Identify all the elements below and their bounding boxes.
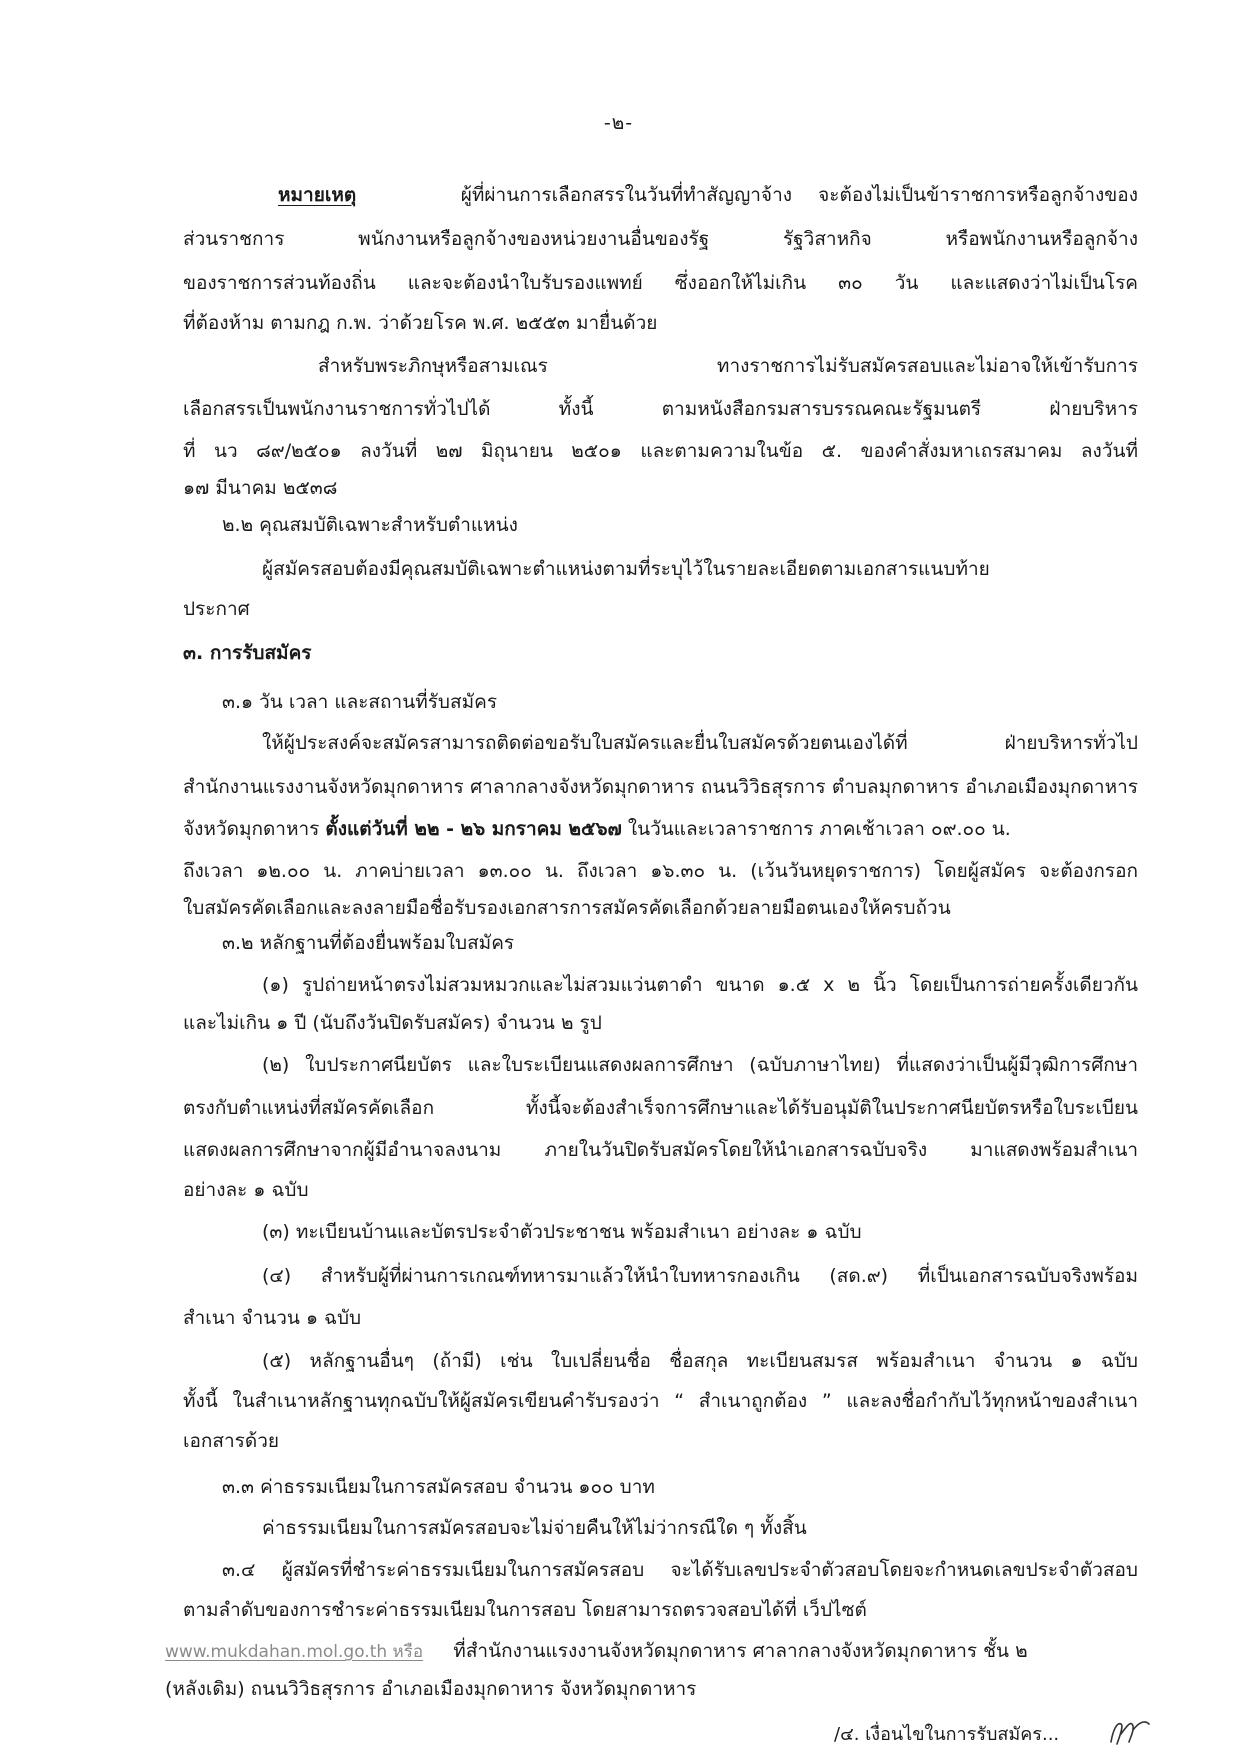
s34-line-4: (หลังเดิม) ถนนวิวิธสุรการ อำเภอเมืองมุกดาหาร จังหวัดมุกดาหาร [165,1678,697,1700]
s34-line-1: ๓.๔ ผู้สมัครที่ชำระค่าธรรมเนียมในการสมัครสอบ จะได้รับเลขประจำตัวสอบโดยจะกำหนดเลขประจำตัวสอบ [222,1559,1138,1581]
note-line-3: ของราชการส่วนท้องถิ่น และจะต้องนำใบรับรองแพทย์ ซึ่งออกให้ไม่เกิน ๓๐ วัน และแสดงว่าไม่เป็นโรค [183,272,1138,294]
signature-initials [1103,1712,1153,1752]
monk-line-2: เลือกสรรเป็นพนักงานราชการทั่วไปได้ ทั้งนี้ ตามหนังสือกรมสารบรรณคณะรัฐมนตรี ฝ่ายบริหาร [183,398,1138,420]
page-number: -๒- [603,112,634,134]
s31-line-4: ถึงเวลา ๑๒.๐๐ น. ภาคบ่ายเวลา ๑๓.๐๐ น. ถึงเวลา ๑๖.๓๐ น. (เว้นวันหยุดราชการ) โดยผู้สมัคร จะต้องกรอก [183,860,1138,882]
section-3-2-heading: ๓.๒ หลักฐานที่ต้องยื่นพร้อมใบสมัคร [222,932,515,954]
s32-item-2-line-3: แสดงผลการศึกษาจากผู้มีอำนาจลงนาม ภายในวันปิดรับสมัครโดยให้นำเอกสารฉบับจริง มาแสดงพร้อมสำเนา [183,1139,1138,1161]
s31-line-5: ใบสมัครคัดเลือกและลงลายมือชื่อรับรองเอกสารการสมัครคัดเลือกด้วยลายมือตนเองให้ครบถ้วน [183,897,951,919]
s31-line-3a: จังหวัดมุกดาหาร [183,818,326,840]
note-label: หมายเหตุ [278,184,357,206]
s32-item-5-line-1: (๕) หลักฐานอื่นๆ (ถ้ามี) เช่น ใบเปลี่ยนชื่อ ชื่อสกุล ทะเบียนสมรส พร้อมสำเนา จำนวน ๑ ฉบับ [262,1350,1138,1372]
s34-line-3b: ที่สำนักงานแรงงานจังหวัดมุกดาหาร ศาลากลางจังหวัดมุกดาหาร ชั้น ๒ [453,1640,1028,1662]
s31-line-3c: ในวันและเวลาราชการ ภาคเช้าเวลา ๐๙.๐๐ น. [621,818,1011,840]
s32-item-2-line-4: อย่างละ ๑ ฉบับ [183,1179,309,1201]
s31-line-2: สำนักงานแรงงานจังหวัดมุกดาหาร ศาลากลางจังหวัดมุกดาหาร ถนนวิวิธสุรการ ตำบลมุกดาหาร อำเภอเมืองมุกดาหาร [183,776,1138,798]
s34-line-3 [165,1638,1028,1665]
s32-note-line-1: ทั้งนี้ ในสำเนาหลักฐานทุกฉบับให้ผู้สมัครเขียนคำรับรองว่า “ สำเนาถูกต้อง ” และลงชื่อกำกับไว้ทุกหน้าของสำเนา [183,1390,1138,1412]
s32-item-2-line-2: ตรงกับตำแหน่งที่สมัครคัดเลือก ทั้งนี้จะต้องสำเร็จการศึกษาและได้รับอนุมัติในประกาศนียบัตรหรือใบระเบียน [183,1097,1138,1119]
section-2-2-heading: ๒.๒ คุณสมบัติเฉพาะสำหรับตำแหน่ง [222,514,518,536]
s31-line-1: ให้ผู้ประสงค์จะสมัครสามารถติดต่อขอรับใบสมัครและยื่นใบสมัครด้วยตนเองได้ที่ ฝ่ายบริหารทั่วไป [262,732,1138,754]
monk-line-3: ที่ นว ๘๙/๒๕๐๑ ลงวันที่ ๒๗ มิถุนายน ๒๕๐๑ และตามความในข้อ ๕. ของคำสั่งมหาเถรสมาคม ลงวันที่ [183,440,1139,462]
s22-line-1: ผู้สมัครสอบต้องมีคุณสมบัติเฉพาะตำแหน่งตามที่ระบุไว้ในรายละเอียดตามเอกสารแนบท้าย [262,558,990,580]
s22-line-2: ประกาศ [183,598,250,620]
s32-item-4-line-2: สำเนา จำนวน ๑ ฉบับ [183,1307,362,1329]
note-line-1 [183,182,1138,208]
note-line-2: ส่วนราชการ พนักงานหรือลูกจ้างของหน่วยงานอื่นของรัฐ รัฐวิสาหกิจ หรือพนักงานหรือลูกจ้าง [183,228,1138,250]
s34-line-2: ตามลำดับของการชำระค่าธรรมเนียมในการสอบ โดยสามารถตรวจสอบได้ที่ เว็ปไซต์ [183,1599,867,1621]
s32-item-2-line-1: (๒) ใบประกาศนียบัตร และใบระเบียนแสดงผลการศึกษา (ฉบับภาษาไทย) ที่แสดงว่าเป็นผู้มีวุฒิการศึกษา [262,1054,1138,1076]
section-3-heading: ๓. การรับสมัคร [183,642,312,664]
section-3-3-heading: ๓.๓ ค่าธรรมเนียมในการสมัครสอบ จำนวน ๑๐๐ บาท [222,1476,655,1498]
s32-note-line-2: เอกสารด้วย [183,1430,280,1452]
monk-line-4: ๑๗ มีนาคม ๒๕๓๘ [183,477,338,499]
monk-line-1: สำหรับพระภิกษุหรือสามเณร ทางราชการไม่รับสมัครสอบและไม่อาจให้เข้ารับการ [318,355,1138,377]
s32-item-4-line-1: (๔) สำหรับผู้ที่ผ่านการเกณฑ์ทหารมาแล้วให้นำใบทหารกองเกิน (สด.๙) ที่เป็นเอกสารฉบับจริงพร้อม [262,1265,1138,1287]
s32-item-3-line-1: (๓) ทะเบียนบ้านและบัตรประจำตัวประชาชน พร้อมสำเนา อย่างละ ๑ ฉบับ [262,1221,862,1243]
website-link[interactable]: www.mukdahan.mol.go.th หรือ [165,1642,424,1662]
s32-item-1-line-1: (๑) รูปถ่ายหน้าตรงไม่สวมหมวกและไม่สวมแว่นตาดำ ขนาด ๑.๕ x ๒ นิ้ว โดยเป็นการถ่ายครั้งเดียวกัน [262,974,1138,996]
note-text-1: ผู้ที่ผ่านการเลือกสรรในวันที่ทำสัญญาจ้าง จะต้องไม่เป็นข้าราชการหรือลูกจ้างของ [460,184,1138,206]
application-dates: ตั้งแต่วันที่ ๒๒ - ๒๖ มกราคม ๒๕๖๗ [325,818,622,840]
note-line-4: ที่ต้องห้าม ตามกฎ ก.พ. ว่าด้วยโรค พ.ศ. ๒๕๕๓ มายื่นด้วย [183,312,658,334]
s31-line-3 [183,816,1138,842]
s33-line-1: ค่าธรรมเนียมในการสมัครสอบจะไม่จ่ายคืนให้ไม่ว่ากรณีใด ๆ ทั้งสิ้น [262,1517,807,1539]
section-3-1-heading: ๓.๑ วัน เวลา และสถานที่รับสมัคร [222,691,498,713]
continuation-note: /๔. เงื่อนไขในการรับสมัคร... [834,1724,1060,1745]
s32-item-1-line-2: และไม่เกิน ๑ ปี (นับถึงวันปิดรับสมัคร) จำนวน ๒ รูป [183,1012,602,1034]
